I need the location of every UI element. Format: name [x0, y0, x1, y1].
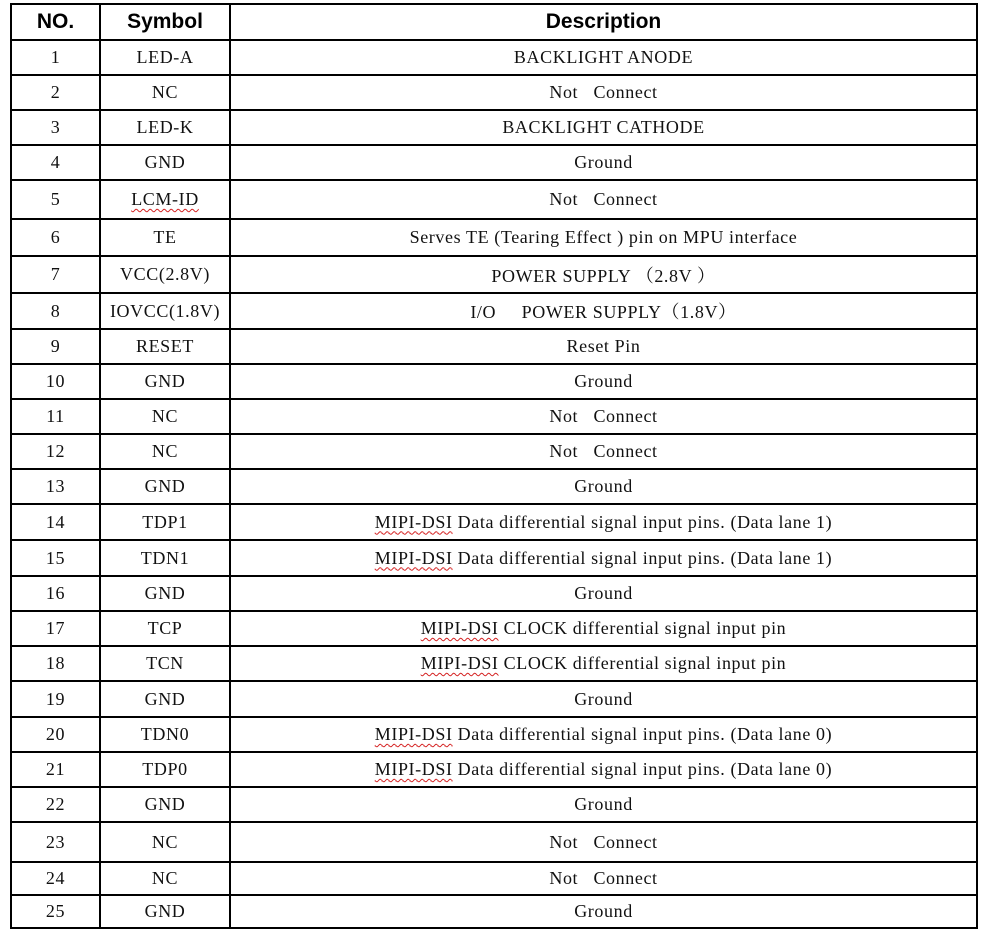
pin-description-text: Not Connect [549, 831, 658, 852]
pin-description-text: Ground [574, 688, 633, 709]
pin-symbol-cell [100, 256, 230, 293]
pin-number-cell: 15 [11, 540, 100, 576]
pin-number-cell: 17 [11, 611, 100, 646]
pin-number-cell: 23 [11, 822, 100, 862]
pin-symbol-text: NC [151, 406, 179, 426]
pin-description-text: POWER SUPPLY （2.8V ） [491, 265, 716, 286]
pin-symbol-cell [100, 895, 230, 928]
pin-number-cell: 20 [11, 717, 100, 752]
pin-symbol-cell [100, 787, 230, 822]
pin-symbol-text: GND [144, 901, 186, 921]
pin-description-text: I/O POWER SUPPLY（1.8V） [470, 302, 737, 322]
pin-symbol-text: NC [151, 82, 179, 102]
pin-number-cell: 8 [11, 293, 100, 329]
pin-symbol-cell [100, 180, 230, 219]
pin-symbol-text: TDN0 [140, 724, 190, 744]
pin-description-cell [230, 504, 977, 540]
table-row [11, 717, 977, 752]
pin-symbol-text: GND [144, 371, 186, 391]
pin-description-text: Serves TE (Tearing Effect ) pin on MPU interface [409, 227, 798, 247]
pin-description-cell [230, 364, 977, 399]
pin-description-text: Ground [574, 794, 633, 814]
pin-number-cell: 25 [11, 895, 100, 928]
pin-description-text: MIPI-DSI Data differential signal input pins. (Data lane 1) [374, 511, 833, 532]
table-row [11, 646, 977, 681]
pin-description-text: Ground [574, 901, 633, 921]
pin-description-text: Not Connect [549, 406, 658, 426]
pin-symbol-cell [100, 40, 230, 75]
table-row [11, 895, 977, 928]
pin-symbol-text: TE [153, 227, 177, 247]
pin-description-cell [230, 822, 977, 862]
pin-description-text: Ground [574, 476, 633, 496]
pin-description-table [10, 3, 978, 929]
pin-number-cell: 9 [11, 329, 100, 364]
table-row [11, 219, 977, 256]
pin-description-cell [230, 752, 977, 787]
pin-description-cell [230, 293, 977, 329]
pin-description-cell [230, 180, 977, 219]
table-row [11, 110, 977, 145]
pin-description-cell [230, 434, 977, 469]
table-row [11, 293, 977, 329]
pin-description-text: Not Connect [549, 441, 658, 461]
pin-description-cell [230, 611, 977, 646]
pin-description-cell [230, 75, 977, 110]
pin-symbol-cell [100, 862, 230, 895]
pin-symbol-text: NC [151, 831, 179, 852]
pin-symbol-text: GND [144, 152, 186, 172]
pin-description-text: MIPI-DSI Data differential signal input pins. (Data lane 0) [374, 724, 833, 744]
pin-symbol-cell [100, 822, 230, 862]
pin-number-cell: 11 [11, 399, 100, 434]
pin-number-cell: 22 [11, 787, 100, 822]
table-body [11, 40, 977, 928]
spellcheck-underline: MIPI-DSI [420, 618, 499, 638]
pin-symbol-text: VCC(2.8V) [120, 264, 210, 284]
pin-symbol-cell [100, 434, 230, 469]
table-row [11, 75, 977, 110]
spellcheck-underline: MIPI-DSI [374, 547, 453, 568]
table-row [11, 752, 977, 787]
pin-description-cell [230, 219, 977, 256]
pin-symbol-cell [100, 576, 230, 611]
pin-symbol-cell [100, 364, 230, 399]
table-row [11, 576, 977, 611]
pin-number-cell: 21 [11, 752, 100, 787]
table-row [11, 434, 977, 469]
pin-number-cell: 13 [11, 469, 100, 504]
pin-description-cell [230, 576, 977, 611]
pin-description-text: MIPI-DSI Data differential signal input pins. (Data lane 1) [374, 547, 833, 568]
table-row [11, 611, 977, 646]
pin-description-cell [230, 646, 977, 681]
table-row [11, 504, 977, 540]
pin-symbol-text: TCN [146, 653, 184, 673]
spellcheck-underline: MIPI-DSI [420, 653, 499, 673]
pin-description-text: Not Connect [549, 189, 658, 209]
pin-symbol-cell [100, 469, 230, 504]
pin-description-text: Not Connect [549, 82, 658, 102]
pin-symbol-cell [100, 717, 230, 752]
pin-symbol-cell [100, 646, 230, 681]
pin-description-cell [230, 895, 977, 928]
pin-description-text: Ground [574, 371, 633, 391]
table-row [11, 399, 977, 434]
pin-symbol-text: NC [151, 441, 179, 461]
spellcheck-underline: MIPI-DSI [374, 759, 453, 779]
pin-symbol-cell [100, 293, 230, 329]
header-description: Description [230, 4, 977, 40]
pin-symbol-cell [100, 752, 230, 787]
pin-number-cell: 4 [11, 145, 100, 180]
pin-symbol-cell [100, 504, 230, 540]
table-row [11, 862, 977, 895]
pin-description-cell [230, 329, 977, 364]
pin-description-text: Ground [574, 152, 633, 172]
spellcheck-underline: MIPI-DSI [374, 511, 453, 532]
pin-description-cell [230, 399, 977, 434]
pin-symbol-text: NC [151, 868, 179, 888]
pin-symbol-text: TDP1 [142, 511, 188, 532]
pin-symbol-text: GND [144, 688, 186, 709]
pin-symbol-text: TCP [147, 618, 183, 638]
pin-symbol-text: LCM-ID [131, 189, 199, 209]
pin-number-cell: 18 [11, 646, 100, 681]
pin-description-text: Not Connect [549, 868, 658, 888]
pin-description-text: MIPI-DSI CLOCK differential signal input pin [420, 653, 787, 673]
pin-number-cell: 16 [11, 576, 100, 611]
pin-description-cell [230, 787, 977, 822]
header-symbol: Symbol [100, 4, 230, 40]
table-row [11, 329, 977, 364]
pin-symbol-cell [100, 399, 230, 434]
pin-description-cell [230, 717, 977, 752]
table-row [11, 787, 977, 822]
table-row [11, 540, 977, 576]
pin-description-text: BACKLIGHT ANODE [513, 47, 694, 67]
pin-symbol-text: GND [144, 794, 186, 814]
pin-symbol-text: LED-K [136, 117, 194, 137]
pin-symbol-text: TDN1 [140, 547, 190, 568]
pin-symbol-text: GND [144, 476, 186, 496]
table-row [11, 145, 977, 180]
pin-number-cell: 3 [11, 110, 100, 145]
table-header-row [11, 4, 977, 40]
table-row [11, 469, 977, 504]
pin-symbol-text: GND [144, 583, 186, 603]
table-row [11, 256, 977, 293]
pin-description-cell [230, 540, 977, 576]
table-row [11, 681, 977, 717]
pin-symbol-cell [100, 219, 230, 256]
pin-symbol-text: TDP0 [142, 759, 188, 779]
pin-description-cell [230, 862, 977, 895]
header-no: NO. [11, 4, 100, 40]
pin-number-cell: 14 [11, 504, 100, 540]
pin-description-cell [230, 256, 977, 293]
pin-description-cell [230, 681, 977, 717]
table-row [11, 40, 977, 75]
pin-number-cell: 2 [11, 75, 100, 110]
pin-description-text: MIPI-DSI Data differential signal input pins. (Data lane 0) [374, 759, 833, 779]
pin-symbol-text: LED-A [136, 47, 194, 67]
pin-symbol-cell [100, 145, 230, 180]
pin-description-text: Ground [574, 583, 633, 603]
pin-description-cell [230, 110, 977, 145]
pin-number-cell: 10 [11, 364, 100, 399]
pin-description-cell [230, 469, 977, 504]
pin-description-cell [230, 40, 977, 75]
pin-description-text: Reset Pin [566, 336, 641, 356]
pin-symbol-cell [100, 75, 230, 110]
pin-symbol-cell [100, 681, 230, 717]
table-row [11, 180, 977, 219]
pin-number-cell: 12 [11, 434, 100, 469]
pin-description-cell [230, 145, 977, 180]
spellcheck-underline: MIPI-DSI [374, 724, 453, 744]
pin-symbol-text: IOVCC(1.8V) [109, 300, 221, 321]
table-row [11, 364, 977, 399]
pin-description-text: MIPI-DSI CLOCK differential signal input pin [420, 618, 787, 638]
pin-symbol-cell [100, 110, 230, 145]
pin-symbol-cell [100, 611, 230, 646]
pin-symbol-cell [100, 540, 230, 576]
pin-number-cell: 5 [11, 180, 100, 219]
pin-number-cell: 19 [11, 681, 100, 717]
pin-number-cell: 6 [11, 219, 100, 256]
pin-symbol-text: RESET [135, 336, 194, 356]
pin-number-cell: 7 [11, 256, 100, 293]
pin-description-text: BACKLIGHT CATHODE [502, 117, 705, 137]
pin-symbol-cell [100, 329, 230, 364]
table-row [11, 822, 977, 862]
pin-number-cell: 1 [11, 40, 100, 75]
pin-number-cell: 24 [11, 862, 100, 895]
